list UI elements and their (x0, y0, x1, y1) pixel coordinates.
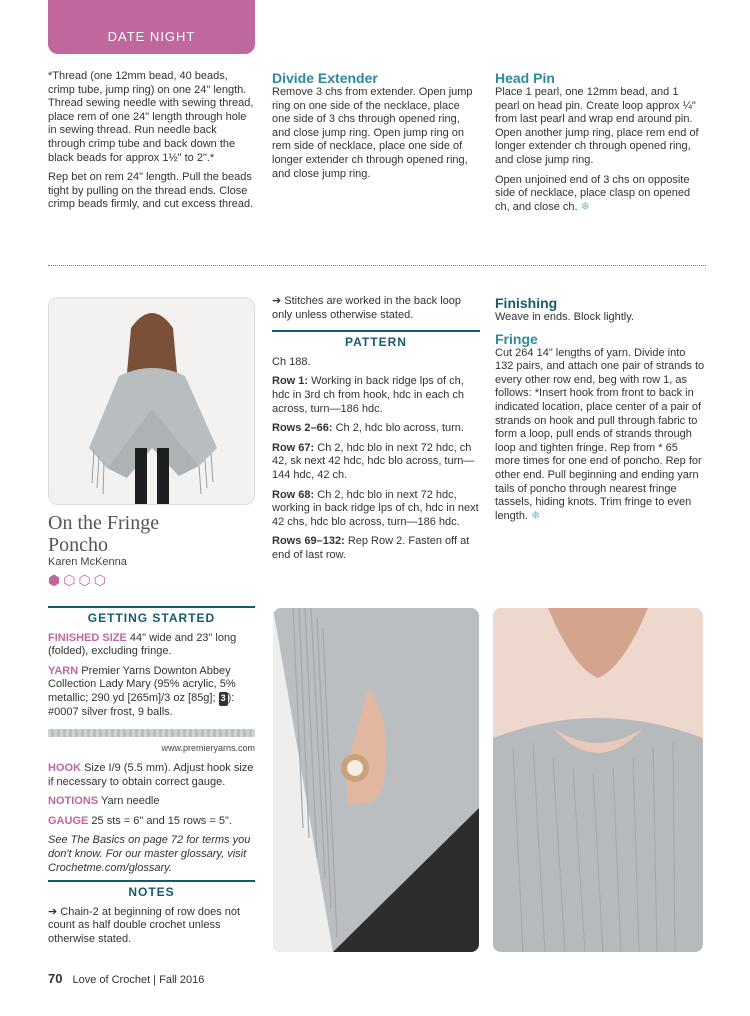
chain-start: Ch 188. (272, 355, 311, 368)
notions-info: NOTIONS Yarn needle (48, 795, 160, 808)
arrow-icon: ➔ (48, 905, 58, 918)
hand-fringe-illustration (273, 608, 479, 952)
row-1: Row 1: Working in back ridge lps of ch, hdc in 3rd ch from hook, hdc in each ch across, turn—186 hdc. (272, 375, 464, 415)
issue-date: Fall 2016 (159, 974, 205, 986)
clasp-text: Open unjoined end of 3 chs on opposite side of necklace, place clasp on opened ch, and close ch. ❄ (495, 173, 691, 213)
arrow-icon: ➔ (272, 295, 282, 307)
notes-section (48, 880, 255, 952)
getting-started-cont (48, 762, 255, 881)
hook-info: HOOK Size I/9 (5.5 mm). Adjust hook size if necessary to obtain correct gauge. (48, 762, 254, 788)
model-photo (48, 297, 255, 505)
intro-note: ➔ Stitches are worked in the back loop only unless otherwise stated. (272, 295, 461, 321)
snowflake-icon: ❄ (580, 200, 590, 213)
row-68: Row 68: Ch 2, hdc blo in next 72 hdc, working in back ridge lps of ch, hdc in next 42 chs, hdc blo across, turn—186 hdc. (272, 488, 479, 528)
head-pin-heading: Head Pin (495, 70, 555, 86)
fringe-heading: Fringe (495, 330, 538, 347)
pattern-title: On the Fringe Poncho (48, 512, 160, 556)
skill-level (48, 574, 109, 590)
yarn-info: YARN Premier Yarns Downton Abbey Collection Lady Mary (95% acrylic, 5% metallic; 290 yd [265m]/3 oz [85g]; 3 ): #0007 silver frost, 9 balls. (48, 664, 236, 718)
section-tab-label: DATE NIGHT (107, 29, 196, 44)
repeat-instructions: Rep bet on rem 24" length. Pull the beads tight by pulling on the thread ends. Close crimp beads firmly, and cut excess thread. (48, 171, 254, 211)
top-col-2 (272, 70, 480, 187)
yarn-texture-swatch (48, 729, 255, 737)
top-col-3 (495, 70, 705, 220)
divide-extender-heading: Divide Extender (272, 70, 378, 86)
finishing-text: Weave in ends. Block lightly. (495, 311, 634, 323)
finished-size: FINISHED SIZE 44" wide and 23" long (folded), excluding fringe. (48, 631, 237, 658)
row-67: Row 67: Ch 2, hdc blo in next 72 hdc, ch 42, sk next 42 hdc, hdc blo across, turn—144 hdc, 42 ch. (272, 441, 475, 481)
section-divider (48, 265, 706, 266)
sweater-detail-photo (493, 608, 703, 952)
snowflake-icon: ❄ (531, 509, 541, 522)
magazine-name: Love of Crochet (72, 974, 151, 986)
divide-extender-text: Remove 3 chs from extender. Open jump ring on one side of the necklace, place one side of 3 chs through opened ring, and close jump ring. Open jump ring on rem side of necklace, place one side of longer extender ch through opened ring, and close jump ring. (272, 86, 473, 180)
top-col-1 (48, 70, 255, 218)
getting-started-section (48, 606, 255, 725)
poncho-model-illustration (49, 298, 255, 505)
skill-outline-hexagon-icon: ⬡ (63, 572, 76, 588)
pattern-heading: PATTERN (272, 330, 480, 350)
pattern-column (272, 295, 480, 569)
finishing-column (495, 295, 705, 529)
head-pin-text: Place 1 pearl, one 12mm bead, and 1 pearl on head pin. Create loop approx ¼" from last pearl and wrap end around pin. Open another jump ring, place rem end of longer extender ch through opened ring, and close jump ring. (495, 86, 699, 166)
yarn-url: www.premieryarns.com (161, 743, 255, 753)
yarn-weight-icon: 3 (219, 692, 228, 706)
fringe-detail-photo (273, 608, 479, 952)
finishing-heading: Finishing (495, 295, 558, 311)
section-tab (48, 0, 255, 54)
neckline-illustration (493, 608, 703, 952)
notes-heading: NOTES (48, 880, 255, 900)
skill-outline-hexagon-icon: ⬡ (93, 572, 106, 588)
page-number: 70 (48, 971, 63, 986)
skill-outline-hexagon-icon: ⬡ (78, 572, 91, 588)
skill-filled-hexagon-icon: ⬢ (48, 572, 61, 588)
pattern-author: Karen McKenna (48, 556, 127, 568)
thread-instructions: *Thread (one 12mm bead, 40 beads, crimp tube, jump ring) on one 24" length. Thread sewing needle with sewing thread, place rem of one 24" length through hole in sewing thread. Run needle back through crimp tube and back down the black beads for approx 1½" to 2".* (48, 70, 254, 164)
getting-started-heading: GETTING STARTED (48, 606, 255, 626)
gauge-info: GAUGE 25 sts = 6" and 15 rows = 5". (48, 814, 232, 827)
fringe-text: Cut 264 14" lengths of yarn. Divide into 132 pairs, and attach one pair of strands to every other row end, beg with row 1, as follows: *Insert hook from front to back in indicated location, place center of a pair of strands on hook and pull through fabric to form a loop, pull ends of strands through loop and tighten fringe. Rep from * 65 more times for one end of poncho. Rep for other end. Pull beginning and ending yarn tails of poncho through nearest fringe tassels, hiding knots. Trim fringe to even length. ❄ (495, 346, 705, 522)
basics-note: See The Basics on page 72 for terms you don't know. For our master glossary, visit Crochetme.com/glossary. (48, 834, 251, 874)
rows-2-66: Rows 2–66: Ch 2, hdc blo across, turn. (272, 422, 464, 435)
rows-69-132: Rows 69–132: Rep Row 2. Fasten off at end of last row. (272, 535, 470, 561)
note-1: ➔ Chain-2 at beginning of row does not count as half double crochet unless otherwise stated. (48, 905, 241, 945)
page-footer: 70 Love of Crochet | Fall 2016 (48, 971, 205, 986)
